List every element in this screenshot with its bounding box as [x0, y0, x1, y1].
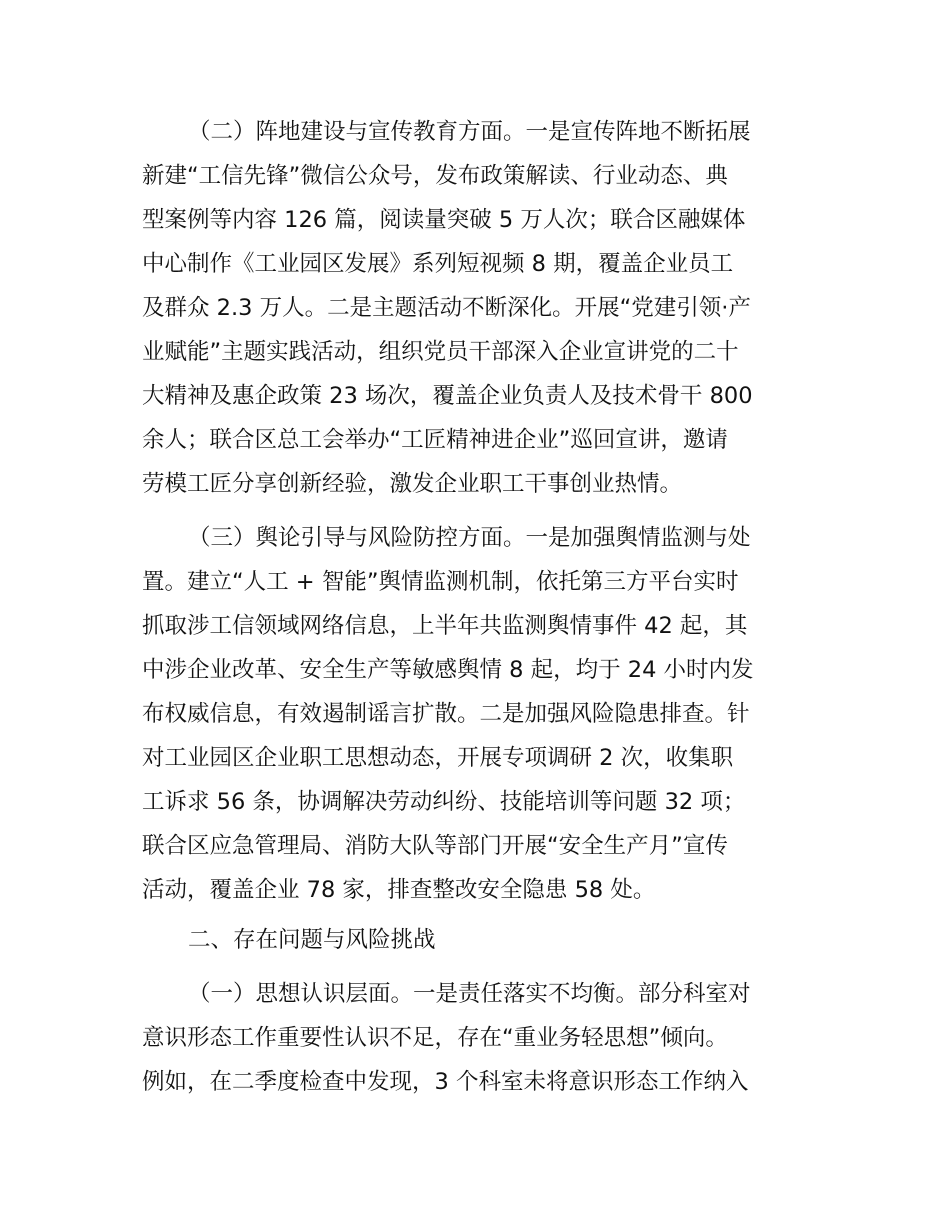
paragraph-2-line-9: 劳模工匠分享创新经验，激发企业职工干事创业热情。: [142, 471, 683, 497]
paragraph-2-line-3: 型案例等内容 126 篇，阅读量突破 5 万人次；联合区融媒体: [142, 207, 746, 233]
paragraph-2-line-8: 余人；联合区总工会举办“工匠精神进企业”巡回宣讲，邀请: [142, 427, 728, 453]
paragraph-1-line-2: 意识形态工作重要性认识不足，存在“重业务轻思想”倾向。: [142, 1025, 728, 1051]
paragraph-2-line-1: （二）阵地建设与宣传教育方面。一是宣传阵地不断拓展: [188, 119, 751, 145]
section-heading: 二、存在问题与风险挑战: [188, 927, 436, 953]
paragraph-3-line-8: 联合区应急管理局、消防大队等部门开展“安全生产月”宣传: [142, 833, 728, 859]
paragraph-3-line-5: 布权威信息，有效遏制谣言扩散。二是加强风险隐患排查。针: [142, 701, 750, 727]
paragraph-3-line-2: 置。建立“人工 + 智能”舆情监测机制，依托第三方平台实时: [142, 569, 739, 595]
paragraph-2-line-5: 及群众 2.3 万人。二是主题活动不断深化。开展“党建引领·产: [142, 295, 751, 321]
paragraph-3-line-6: 对工业园区企业职工思想动态，开展专项调研 2 次，收集职: [142, 745, 734, 771]
paragraph-2-line-4: 中心制作《工业园区发展》系列短视频 8 期，覆盖企业员工: [142, 251, 734, 277]
paragraph-3-line-7: 工诉求 56 条，协调解决劳动纠纷、技能培训等问题 32 项；: [142, 789, 746, 815]
paragraph-1-line-3: 例如，在二季度检查中发现，3 个科室未将意识形态工作纳入: [142, 1069, 749, 1095]
paragraph-3-line-4: 中涉企业改革、安全生产等敏感舆情 8 起，均于 24 小时内发: [142, 657, 754, 683]
paragraph-3-line-3: 抓取涉工信领域网络信息，上半年共监测舆情事件 42 起，其: [142, 613, 748, 639]
paragraph-2-line-2: 新建“工信先锋”微信公众号，发布政策解读、行业动态、典: [142, 163, 728, 189]
paragraph-1-line-1: （一）思想认识层面。一是责任落实不均衡。部分科室对: [188, 981, 751, 1007]
paragraph-3-line-9: 活动，覆盖企业 78 家，排查整改安全隐患 58 处。: [142, 877, 656, 903]
paragraph-3-line-1: （三）舆论引导与风险防控方面。一是加强舆情监测与处: [188, 525, 751, 551]
paragraph-2-line-7: 大精神及惠企政策 23 场次，覆盖企业负责人及技术骨干 800: [142, 383, 753, 409]
paragraph-2-line-6: 业赋能”主题实践活动，组织党员干部深入企业宣讲党的二十: [142, 339, 739, 365]
